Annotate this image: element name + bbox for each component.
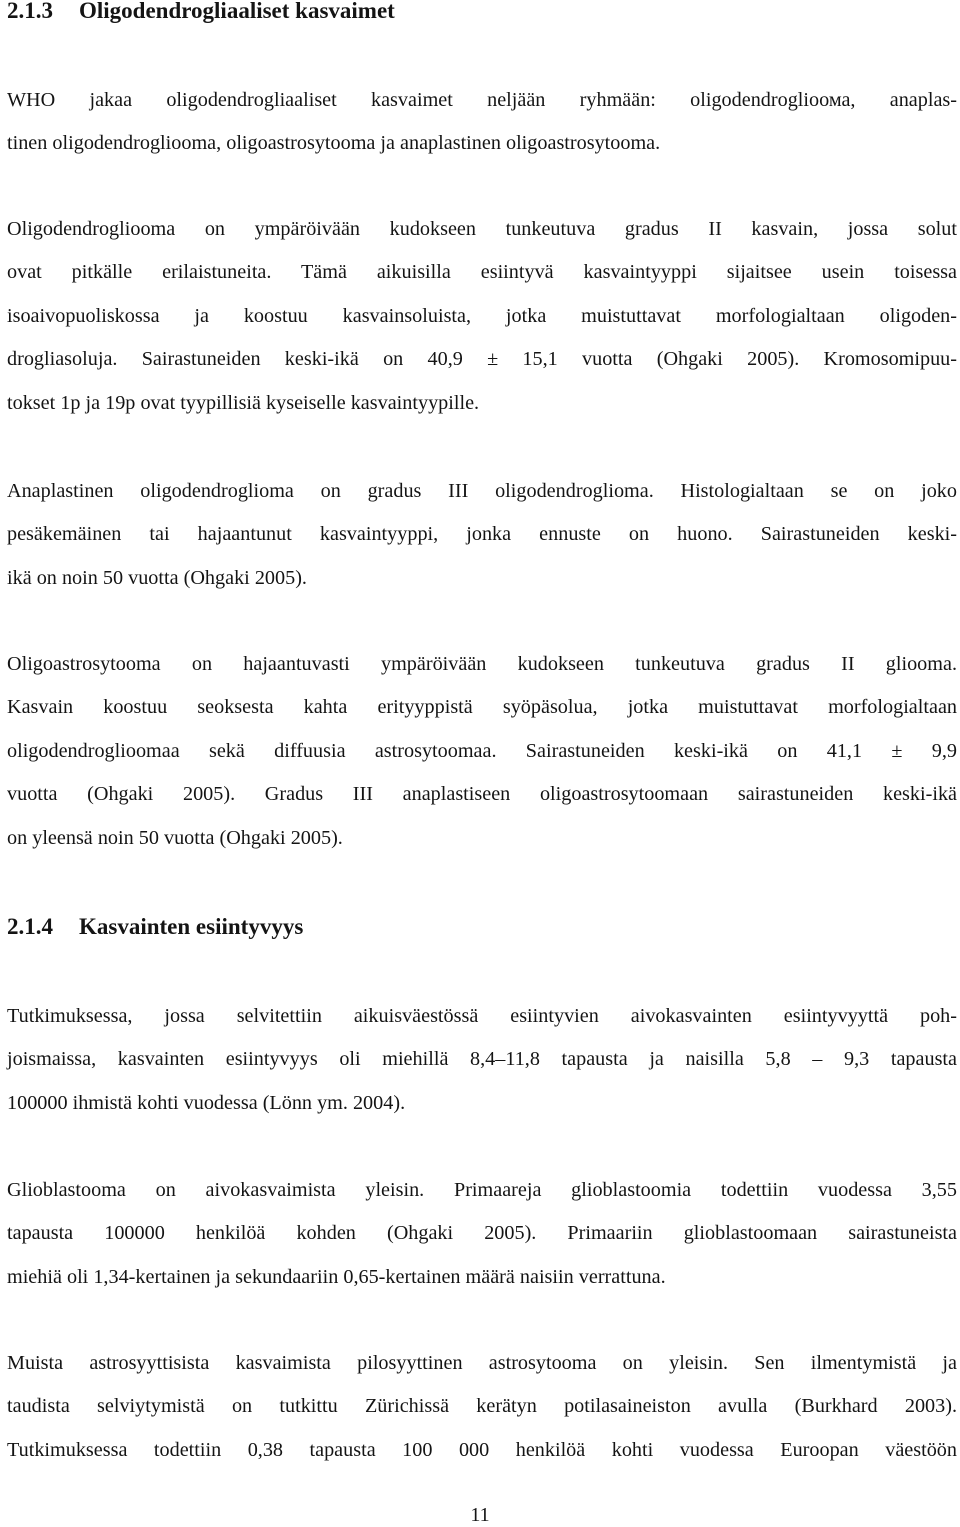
paragraph-anaplastinen-oligodendroglioma	[7, 470, 957, 600]
text-line: Muista astrosyyttisista kasvaimista pilosyyttinen astrosytooma on yleisin. Sen ilmentymistä ja	[7, 1352, 957, 1374]
text-line: on yleensä noin 50 vuotta (Ohgaki 2005).	[7, 826, 343, 849]
paragraph-who-classification	[7, 79, 957, 166]
section-title: Kasvainten esiintyvyys	[79, 914, 304, 939]
text-line: Oligoastrosytooma on hajaantuvasti ympäröivään kudokseen tunkeutuva gradus II glioоma.	[7, 653, 957, 675]
text-line: ikä on noin 50 vuotta (Ohgaki 2005).	[7, 566, 307, 589]
text-line: vuotta (Ohgaki 2005). Gradus III anaplastiseen oligoastrosytoomaan sairastuneiden keski-ikä	[7, 783, 957, 806]
text-line: 100000 ihmistä kohti vuodessa (Lönn ym. 2004).	[7, 1091, 406, 1114]
text-line: drogliasoluja. Sairastuneiden keski-ikä on 40,9 ± 15,1 vuotta (Ohgaki 2005). Kromosomipuu-	[7, 348, 957, 371]
text-line: Kasvain koostuu seoksesta kahta erityyppistä syöpäsolua, jotka muistuttavat morfologialtaan	[7, 696, 957, 719]
text-line: pesäkemäinen tai hajaantunut kasvaintyyppi, jonka ennuste on huono. Sairastuneiden keski-	[7, 523, 957, 546]
text-line: WHO jakaa oligodendrogliaaliset kasvaimet neljään ryhmään: oligodendroglioома, anaplas-	[7, 89, 957, 111]
paragraph-glioblastooma	[7, 1169, 957, 1299]
paragraph-esiintyvyys	[7, 995, 957, 1125]
text-line: Glioblastooma on aivokasvaimista yleisin. Primaareja glioblastoomia todettiin vuodessa 3,55	[7, 1179, 957, 1201]
section-number: 2.1.4	[7, 914, 53, 939]
text-line: tokset 1p ja 19p ovat tyypillisiä kyseiselle kasvaintyypille.	[7, 391, 480, 414]
paragraph-pilosyyttinen-astrosytooma	[7, 1342, 957, 1472]
text-line: miehiä oli 1,34-kertainen ja sekundaariin 0,65-kertainen määrä naisiin verrattuna.	[7, 1265, 666, 1288]
text-line: Anaplastinen oligodendroglioma on gradus III oligodendroglioma. Histologialtaan se on joko	[7, 480, 957, 502]
text-line: Tutkimuksessa, jossa selvitettiin aikuisväestössä esiintyvien aivokasvainten esiintyvyyttä poh-	[7, 1005, 957, 1027]
page-number: 11	[470, 1504, 490, 1526]
text-line: ovat pitkälle erilaistuneita. Tämä aikuisilla esiintyvä kasvaintyyppi sijaitsee usein toisessa	[7, 261, 957, 284]
text-line: tinen oligodendrogliooma, oligoastrosytooma ja anaplastinen oligoastrosytooma.	[7, 132, 661, 155]
text-line: tapausta 100000 henkilöä kohden (Ohgaki 2005). Primaariin glioblastoomaan sairastuneista	[7, 1222, 957, 1245]
section-heading-2-1-3	[7, 0, 395, 24]
text-line: joismaissa, kasvainten esiintyvyys oli miehillä 8,4–11,8 tapausta ja naisilla 5,8 – 9,3 tapausta	[7, 1048, 957, 1071]
text-line: isoaivopuoliskossa ja koostuu kasvainsoluista, jotka muistuttavat morfologialtaan oligoden-	[7, 304, 957, 327]
text-line: taudista selviytymistä on tutkittu Zürichissä kerätyn potilasaineiston avulla (Burkhard 2003).	[7, 1395, 957, 1418]
section-heading-2-1-4	[7, 914, 303, 940]
section-title: Oligodendrogliaaliset kasvaimet	[79, 0, 395, 23]
section-number: 2.1.3	[7, 0, 53, 23]
text-line: Oligodendrogliooma on ympäröivään kudokseen tunkeutuva gradus II kasvain, jossa solut	[7, 218, 957, 240]
paragraph-oligodendrogliooma	[7, 208, 957, 425]
paragraph-oligoastrosytooma	[7, 643, 957, 860]
text-line: Tutkimuksessa todettiin 0,38 tapausta 100 000 henkilöä kohti vuodessa Euroopan väestöön	[7, 1438, 957, 1461]
text-line: oligodendroglioomaa sekä diffuusia astrosytoomaa. Sairastuneiden keski-ikä on 41,1 ± 9,9	[7, 739, 957, 762]
